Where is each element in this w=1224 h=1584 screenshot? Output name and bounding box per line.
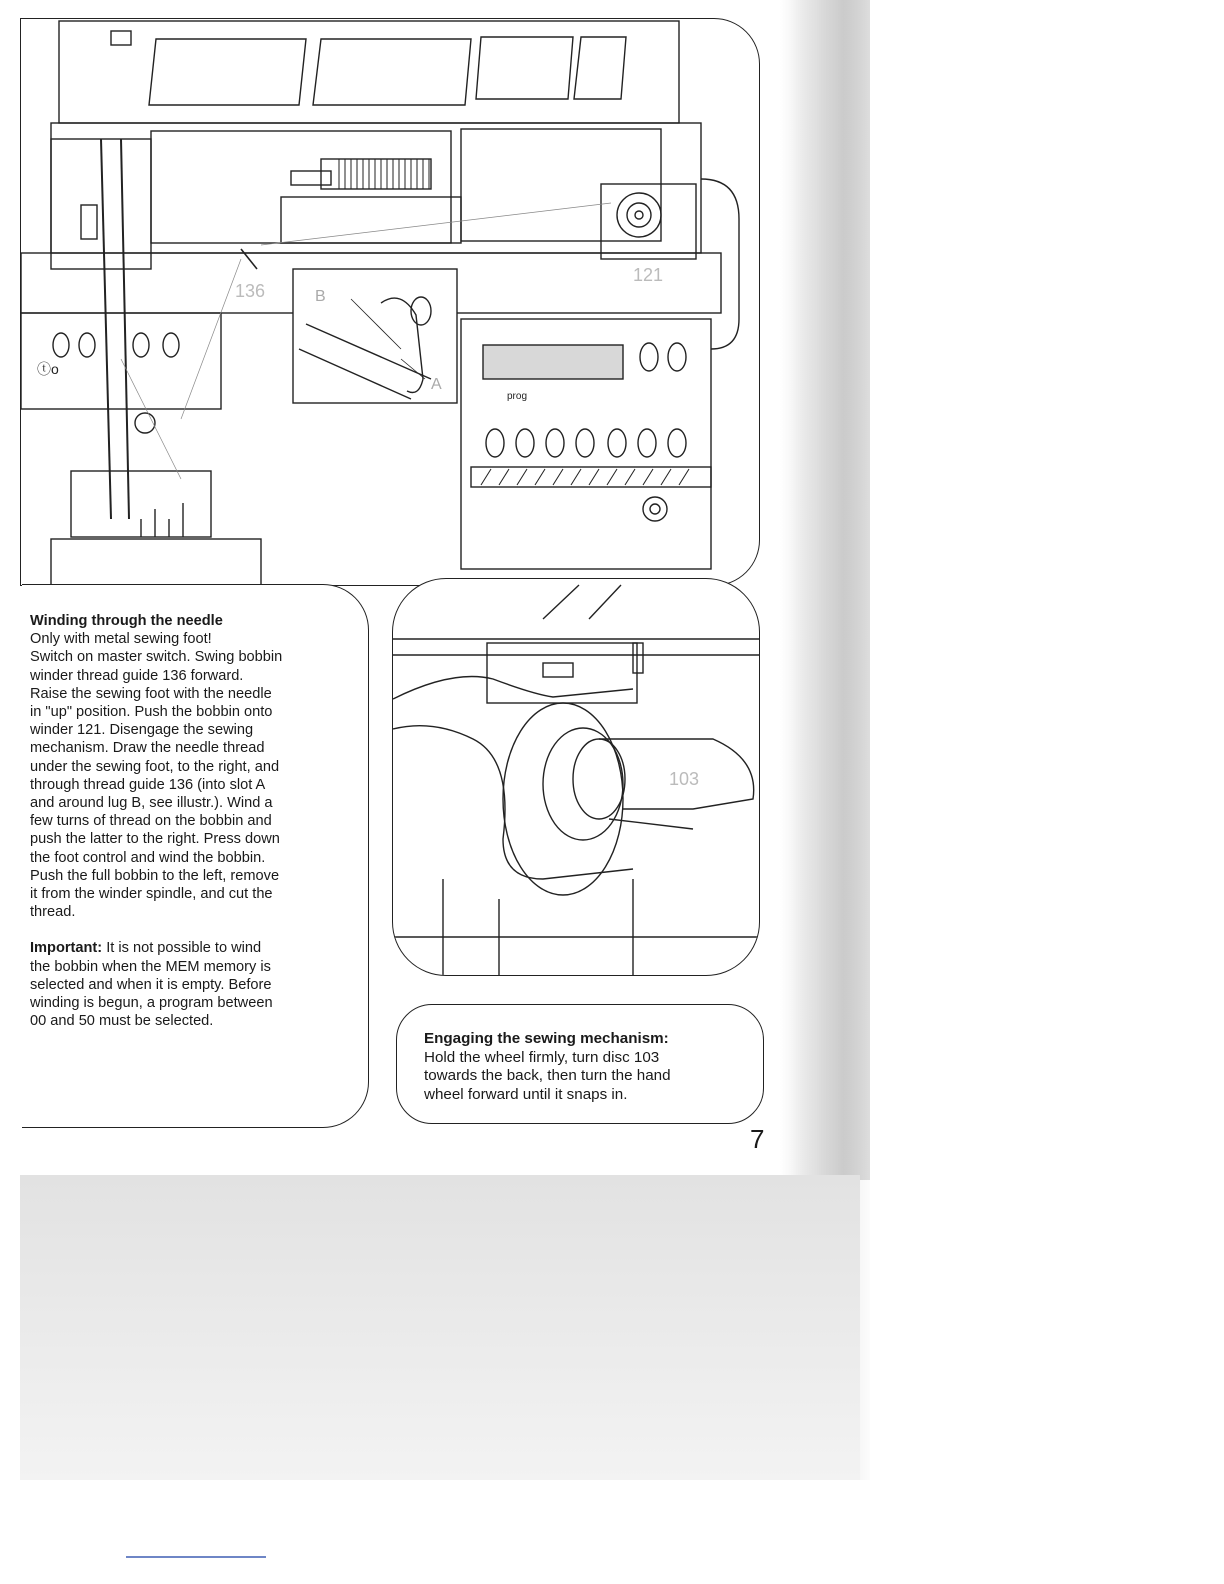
important-text: It is not possible to wind (102, 940, 262, 957)
hand-wheel-drawing (393, 579, 759, 975)
instructions-line: Raise the sewing foot with the needle (30, 685, 272, 702)
important-line: the bobbin when the MEM memory is (30, 958, 271, 975)
label-136: 136 (235, 281, 266, 301)
scan-shadow-bottom (20, 1175, 860, 1480)
instructions-text (30, 612, 350, 1030)
instructions-line: push the latter to the right. Press down (30, 831, 280, 848)
page-number: 7 (750, 1124, 765, 1154)
important-line: selected and when it is empty. Before (30, 976, 272, 993)
instructions-line: Switch on master switch. Swing bobbin (30, 649, 283, 666)
instructions-line: winder 121. Disengage the sewing (30, 722, 254, 739)
instructions-line: thread. (30, 904, 76, 921)
instructions-line: winder thread guide 136 forward. (30, 667, 244, 684)
instructions-line: Only with metal sewing foot! (30, 631, 212, 648)
important-label: Important: (30, 940, 103, 957)
instructions-line: mechanism. Draw the needle thread (30, 740, 265, 757)
paragraph-gap (30, 921, 350, 939)
label-103: 103 (669, 769, 700, 789)
important-line: 00 and 50 must be selected. (30, 1013, 214, 1030)
label-prog: prog (507, 391, 528, 402)
instructions-line: under the sewing foot, to the right, and (30, 758, 280, 775)
instructions-line: few turns of thread on the bobbin and (30, 813, 272, 830)
instructions-line: and around lug B, see illustr.). Wind a (30, 795, 273, 812)
important-line (30, 939, 350, 957)
hand-wheel-illustration (392, 578, 760, 976)
label-b: B (315, 288, 326, 305)
caption-line: Hold the wheel firmly, turn disc 103 (424, 1048, 660, 1066)
instructions-heading: Winding through the needle (30, 613, 223, 629)
label-a: A (431, 376, 442, 393)
instructions-line: it from the winder spindle, and cut the (30, 886, 273, 903)
caption-heading: Engaging the sewing mechanism: (424, 1030, 669, 1047)
sewing-machine-illustration (20, 18, 760, 586)
blue-rule (126, 1556, 266, 1558)
instructions-line: Push the full bobbin to the left, remove (30, 867, 280, 884)
instructions-line: the foot control and wind the bobbin. (30, 849, 266, 866)
instructions-line: through thread guide 136 (into slot A (30, 776, 266, 793)
svg-text:ⓣo: ⓣo (37, 361, 59, 377)
caption-text (424, 1030, 744, 1104)
instructions-line: in "up" position. Push the bobbin onto (30, 704, 273, 721)
important-line: winding is begun, a program between (30, 995, 273, 1012)
caption-line: wheel forward until it snaps in. (424, 1085, 628, 1103)
sewing-machine-drawing (21, 19, 759, 585)
label-121: 121 (633, 265, 664, 285)
caption-line: towards the back, then turn the hand (424, 1067, 671, 1085)
